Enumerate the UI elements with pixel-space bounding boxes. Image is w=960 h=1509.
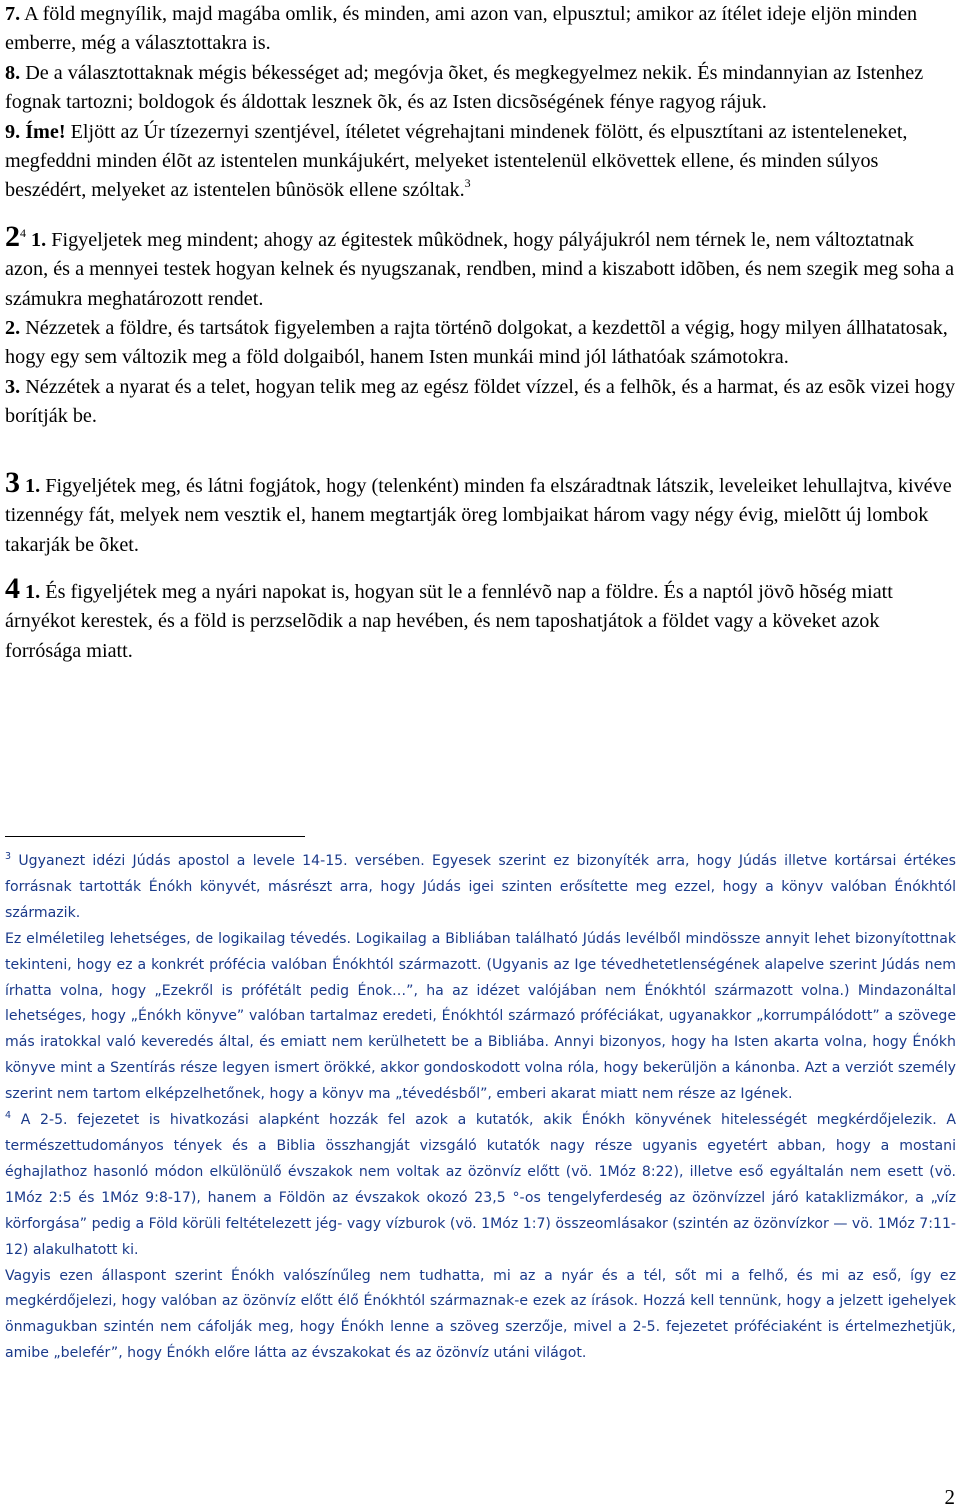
footnote-mark: 4 xyxy=(5,1110,12,1122)
footnote-4-continued: Vagyis ezen állaspont szerint Énókh valószínűleg nem tudhatta, mi az a nyár és a tél, sőt mi a felhő, és mi az eső, így ez megkérdőjelezi, hogy valóban az özönvíz előtt élő Énókhtól származnak-e ezek az írások. Hozzá kell tennünk, hogy a jelzett igehelyek önmagukban szintén nem cáfolják meg, hogy Énókh lenne a szöveg szerzője, mivel a 2-5. fejezetet próféciaként is értelmezhetjük, amibe „belefér”, hogy Énókh előre látta az évszakokat és az özönvíz utáni világot. xyxy=(5,1267,956,1362)
verse-text: A föld megnyílik, majd magába omlik, és minden, ami azon van, elpusztul; amikor az ítélet ideje eljön minden emberre, még a választottakra is. xyxy=(5,3,918,55)
footnote-4 xyxy=(5,1108,956,1263)
verse-text: Eljött az Úr tízezernyi szentjével, ítéletet végrehajtani mindenek fölött, és elpusztítani az istenteleneket, megfeddni minden élõt az istentelen munkájukért, melyeket istentelenül elkövettek ellene, és minden súlyos beszédért, melyeket az istentelen bûnösök ellene szóltak. xyxy=(5,120,908,202)
chapter-number: 2 xyxy=(5,219,20,253)
verse-7 xyxy=(5,0,956,59)
footnote-text: Ugyanezt idézi Júdás apostol a levele 14-15. versében. Egyesek szerint ez bizonyíték arra, hogy Júdás illetve kortársai értékes forrásnak tartották Énókh könyvét, másrészt arra, hogy Júdás igei szinten erősítette meg ezzel, hogy a könyv valóban Énókhtól származik. xyxy=(5,853,956,921)
footnote-ref: 4 xyxy=(20,225,26,240)
verse-text: Nézzetek a földre, és tartsátok figyelemben a rajta történõ dolgokat, a kezdettõl a végig, hogy milyen állhatatosak, hogy egy sem változik meg a föld dolgaiból, hanem Isten munkái mind jól láthatóak számotokra. xyxy=(5,317,948,369)
spacer xyxy=(5,560,956,574)
verse-number: 1. xyxy=(26,228,47,251)
verse-number: 8. xyxy=(5,61,21,84)
footnote-ref: 3 xyxy=(464,176,471,191)
verse-number: 2. xyxy=(5,317,21,340)
chapter-3-verse-1 xyxy=(5,465,956,560)
verse-9 xyxy=(5,118,956,206)
footnotes xyxy=(5,849,956,1367)
chapter-2-verse-2 xyxy=(5,314,956,373)
verse-number: 1. xyxy=(20,580,41,603)
spacer xyxy=(5,206,956,222)
verse-number: 3. xyxy=(5,375,21,398)
verse-number: 7. xyxy=(5,3,21,25)
verse-number: 9. Íme! xyxy=(5,120,66,143)
verse-text: És figyeljétek meg a nyári napokat is, hogyan süt le a fennlévõ nap a földre. És a naptól jövõ hõség miatt árnyékot kerestek, és a föld is perzselõdik a nap hevében, és nem taposhatjátok a földet vagy a köveket azok forrósága miatt. xyxy=(5,580,893,662)
page-number: 2 xyxy=(944,1485,955,1509)
chapter-2-verse-1 xyxy=(5,219,956,314)
chapter-4-verse-1 xyxy=(5,571,956,666)
footnote-text: A 2-5. fejezetet is hivatkozási alapként hozzák fel azok a kutatók, akik Énókh könyvének hitelességét megkérdőjelezik. A természettudományos tények és a Biblia összhangját vizsgáló kutatók nagy része ugyanis egyetért abban, hogy a mostani éghajlathoz hasonló módon elkülönülő évszakok nem voltak az özönvíz előtt (vö. 1Móz 8:22), illetve eső egyáltalán nem esett (vö. 1Móz 2:5 és 1Móz 9:8-17), hanem a Földön az évszakok okozó 23,5 °-os tengelyferdeség az özönvízzel járó kataklizmákor, a „víz körforgása” pedig a Föld körüli feltételezett jég- vagy vízburok (vö. 1Móz 1:7) összeomlásakor (szintén az özönvízkor — vö. 1Móz 7:11-12) alakulhatott ki. xyxy=(5,1112,956,1258)
footnote-separator xyxy=(5,836,305,837)
verse-number: 1. xyxy=(20,474,41,497)
verse-text: De a választottaknak mégis békességet ad; megóvja õket, és megkegyelmez nekik. És mindannyian az Istenhez fognak tartozni; boldogok és áldottak lesznek õk, és az Isten dicsõségének fénye ragyog rájuk. xyxy=(5,61,924,114)
verse-8 xyxy=(5,59,956,118)
verse-text: Figyeljétek meg, és látni fogjátok, hogy (telenként) minden fa elszáradtnak látszik, leveleiket lehullajtva, kivéve tizennégy fát, melyek nem vesztik el, hanem megtartják öreg lombjaikat három vagy négy évig, mielõtt új lombok takarják be õket. xyxy=(5,474,952,556)
spacer xyxy=(5,432,956,468)
chapter-number: 3 xyxy=(5,465,20,499)
footnote-mark: 3 xyxy=(5,851,12,862)
footnote-3 xyxy=(5,849,956,927)
chapter-number: 4 xyxy=(5,571,20,605)
verse-text: Nézzétek a nyarat és a telet, hogyan telik meg az egész földet vízzel, és a felhõk, és a harmat, és az esõk vizei hogy borítják be. xyxy=(5,375,956,428)
footnote-3-continued: Ez elméletileg lehetséges, de logikailag tévedés. Logikailag a Bibliában található Júdás levélből mindössze annyit lehet bizonyítottnak tekinteni, hogy ez a konkrét prófécia valóban Énókhtól származott. (Ugyanis az Ige tévedhetetlenségének alapelve szerint Júdás nem írhatta volna, hogy „Ezekről is prófétált pedig Énok…”, ha az idézet valójában nem Énókhtól származott volna.) Mindazonáltal lehetséges, hogy „Énókh könyve” valóban tartalmaz eredeti, Énókhtól származó próféciákat, ugyanakkor „korrumpálódott” a szövege más iratokkal való keveredés által, és emiatt nem kerülhetett be a Bibliába. Annyi bizonyos, hogy ha Isten akarta volna, hogy Énókh könyve mint a Szentírás része legyen ismert örökké, akkor gondoskodott volna róla, hogy bekerüljön a kánonba. Azt a verziót személy szerint nem tartom elképzelhetőnek, hogy a könyv ma „tévedésből”, emberi akarat miatt nem része az Igének. xyxy=(5,930,956,1103)
main-text xyxy=(5,0,956,666)
chapter-2-verse-3 xyxy=(5,373,956,432)
verse-text: Figyeljetek meg mindent; ahogy az égitestek mûködnek, hogy pályájukról nem térnek le, nem változtatnak azon, és a mennyei testek hogyan kelnek és nyugszanak, rendben, mind a kiszabott idõben, és nem szegik meg soha a számukra meghatározott rendet. xyxy=(5,228,955,310)
